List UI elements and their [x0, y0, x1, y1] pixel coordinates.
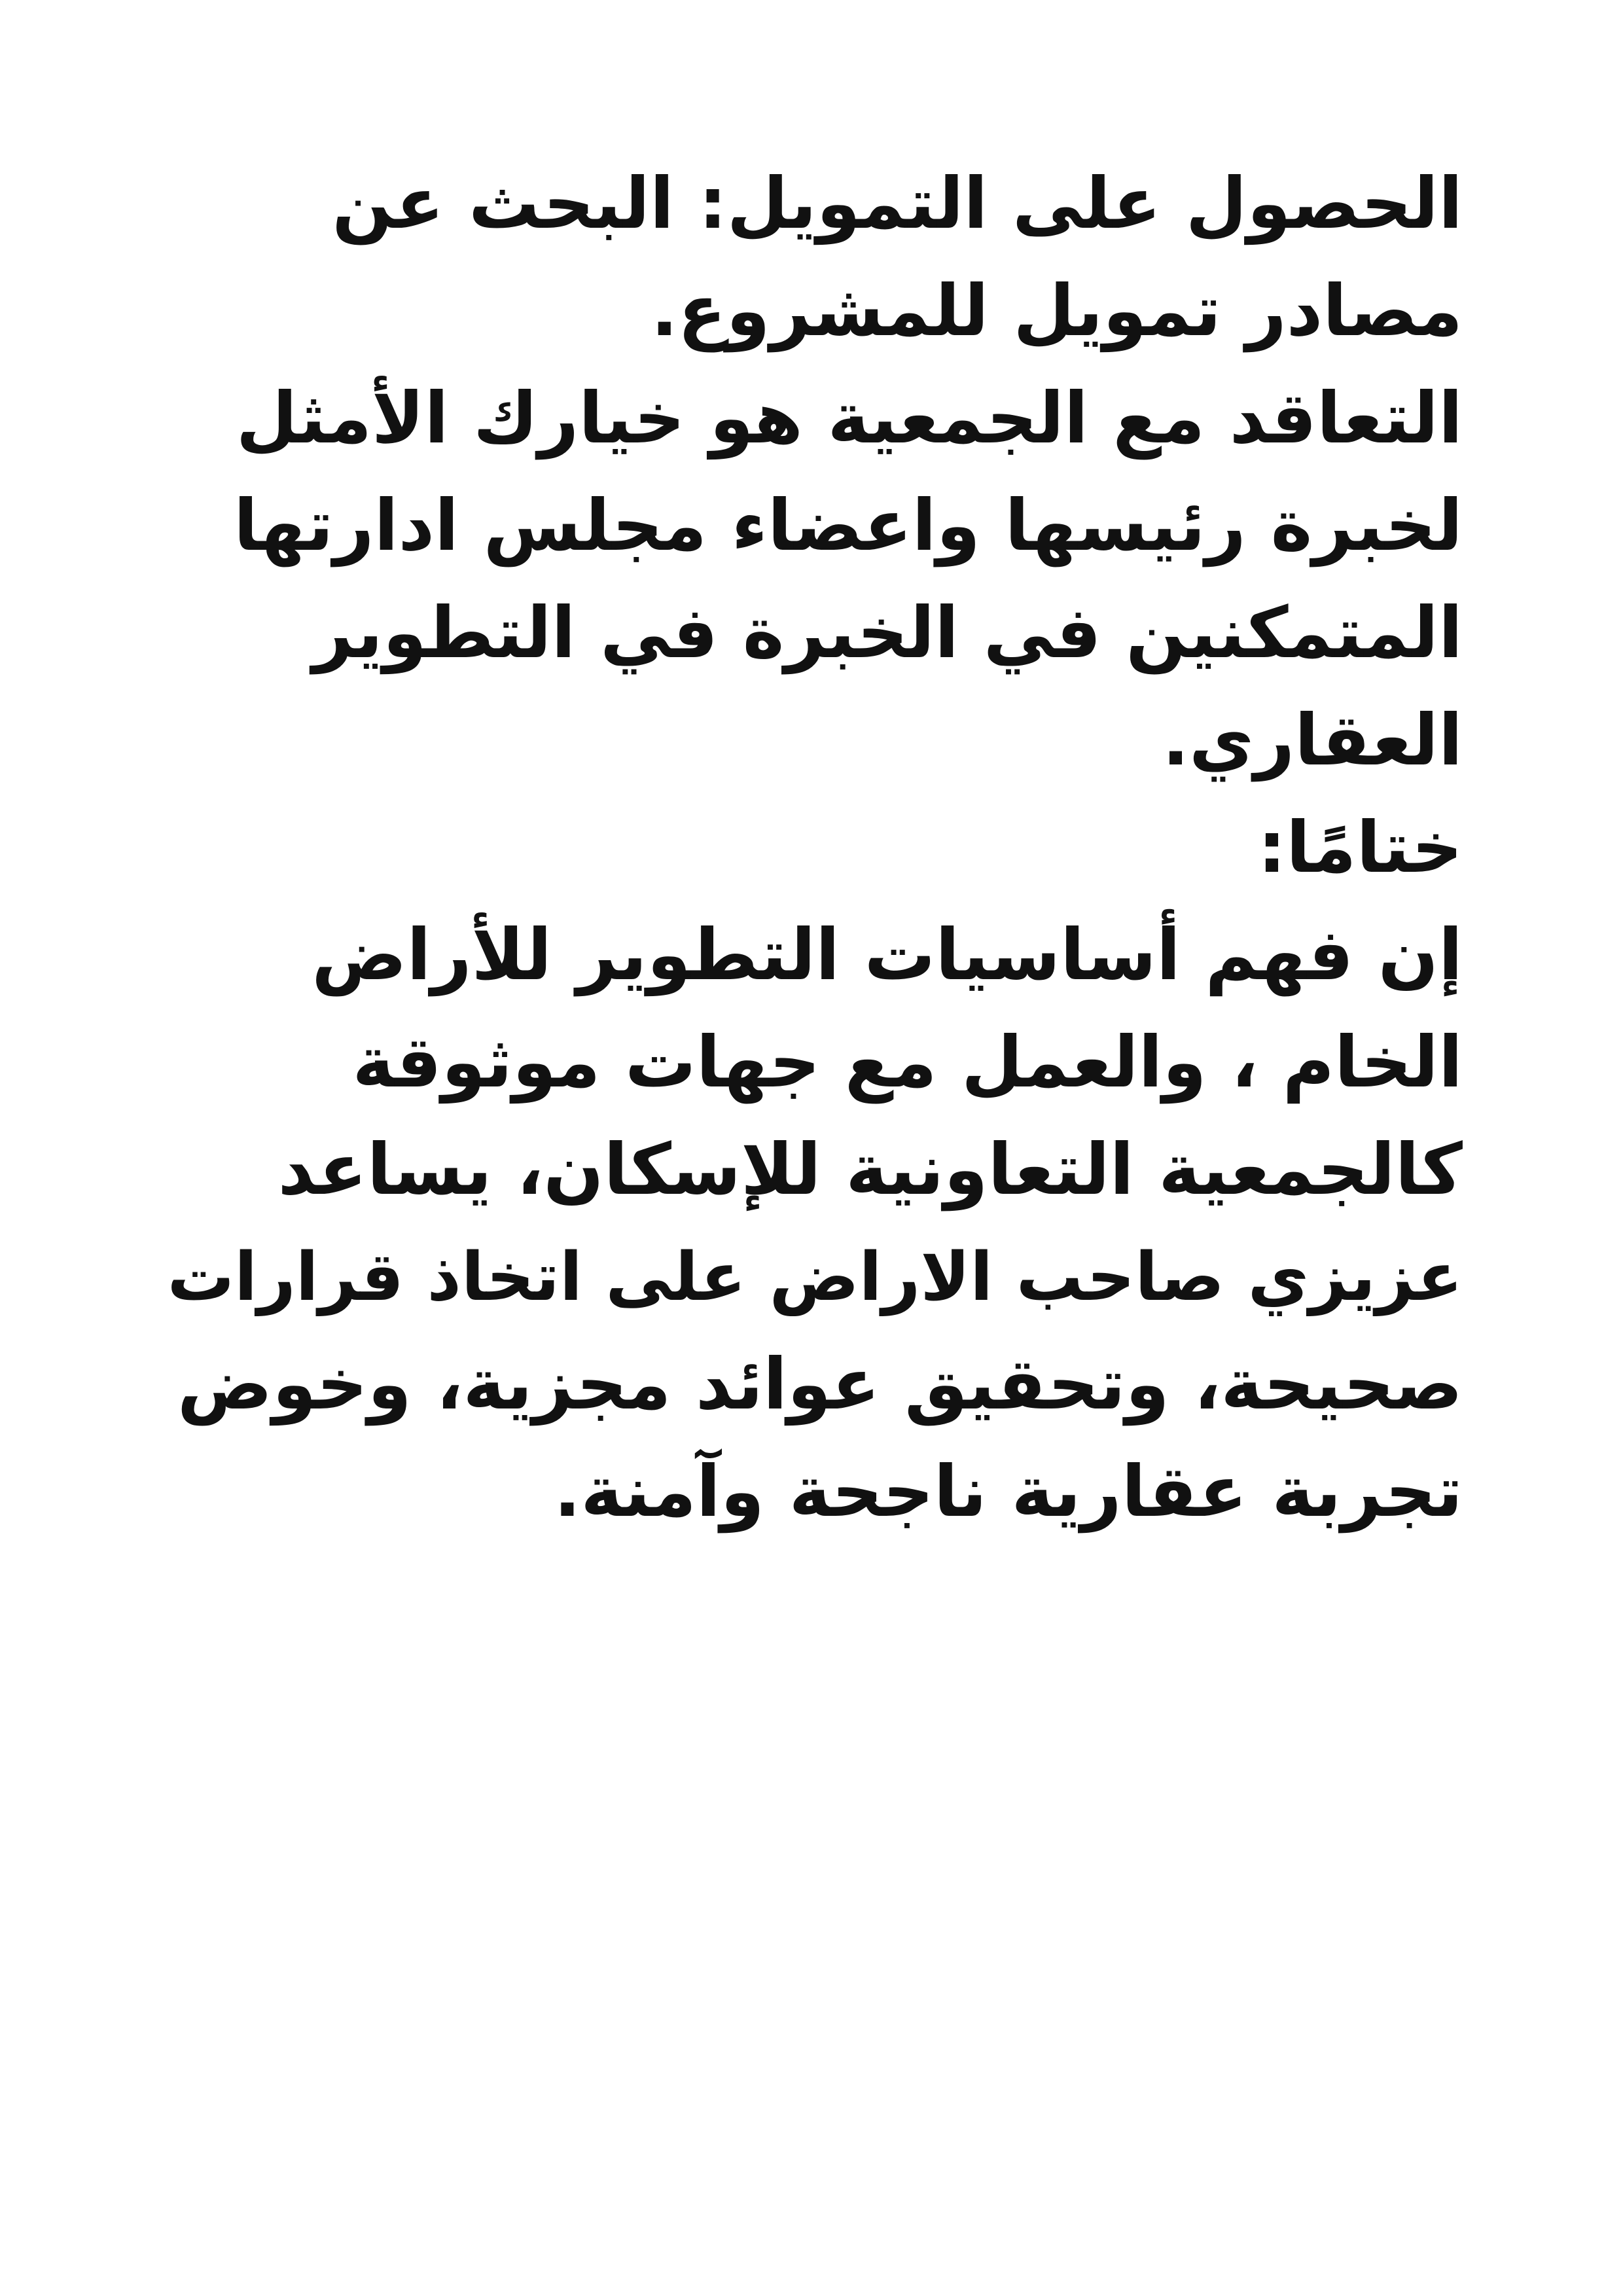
text-line: صحيحة، وتحقيق عوائد مجزية، وخوض — [177, 1344, 1463, 1426]
text-line: الخام ، والعمل مع جهات موثوقة — [352, 1022, 1463, 1103]
text-line: تجربة عقارية ناجحة وآمنة. — [554, 1451, 1463, 1533]
text-line-conclusion-heading: ختامًا: — [1257, 807, 1463, 889]
body-text — [147, 151, 1463, 1546]
text-line-funding-heading: الحصول على التمويل: البحث عن — [332, 163, 1463, 245]
text-line: كالجمعية التعاونية للإسكان، يساعد — [277, 1129, 1463, 1211]
text-line: مصادر تمويل للمشروع. — [651, 270, 1463, 352]
text-line: التعاقد مع الجمعية هو خيارك الأمثل — [236, 378, 1463, 459]
text-line: إن فهم أساسيات التطوير للأراض — [312, 914, 1463, 996]
text-line: العقاري. — [1162, 700, 1463, 781]
text-line: لخبرة رئيسها واعضاء مجلس ادارتها — [234, 485, 1463, 567]
text-line: عزيزي صاحب الاراض على اتخاذ قرارات — [167, 1238, 1463, 1316]
text-line: المتمكنين في الخبرة في التطوير — [312, 592, 1463, 674]
